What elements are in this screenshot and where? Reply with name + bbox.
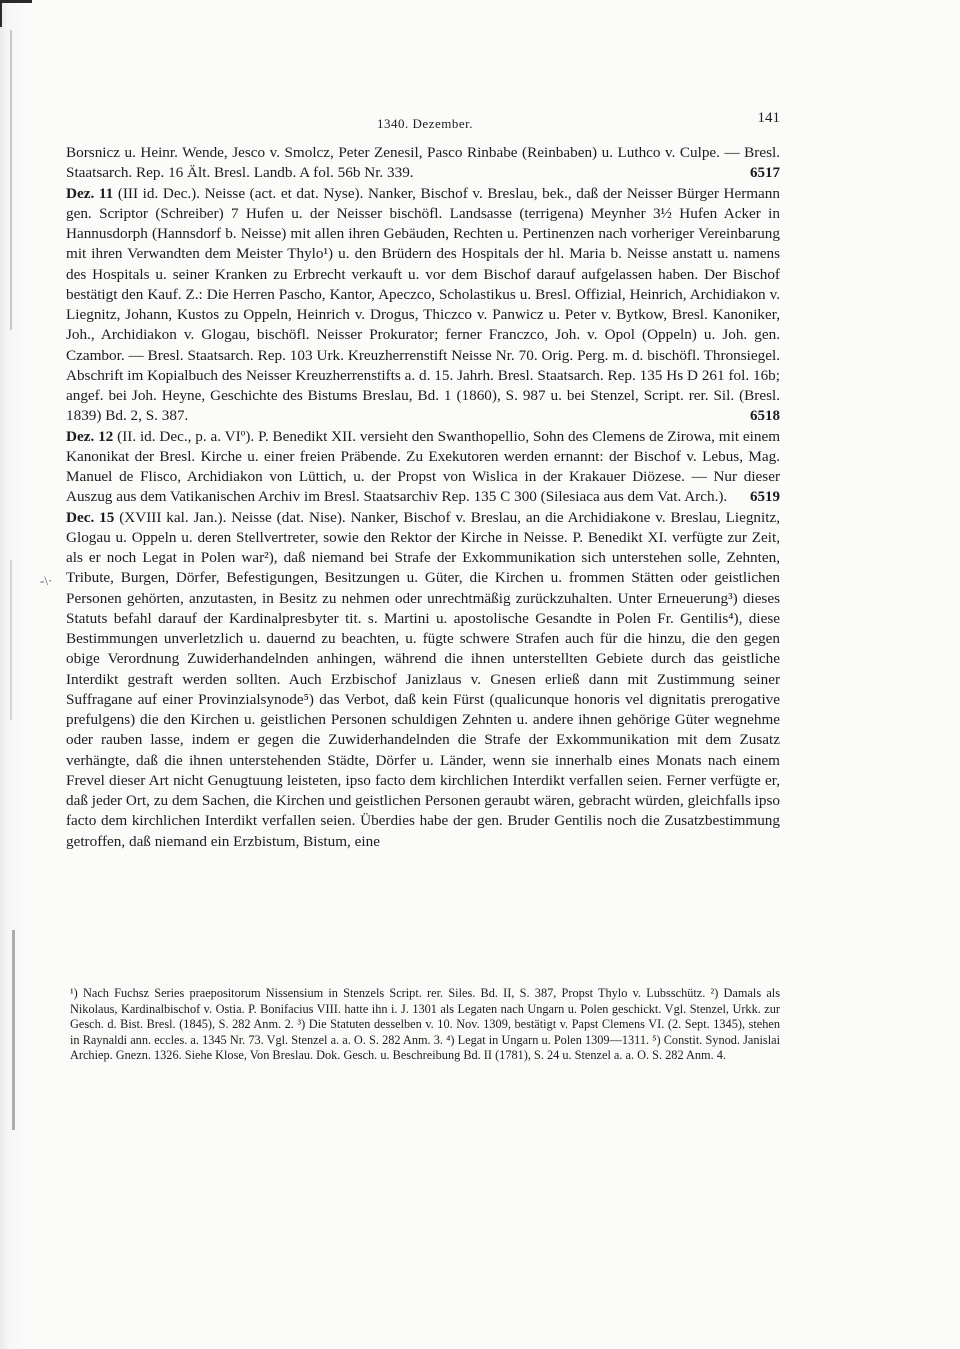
entry-date: Dez. 11	[66, 184, 114, 202]
entry-date: Dec. 15	[66, 508, 115, 526]
entry-dec-15	[66, 508, 780, 852]
entry-text: (III id. Dec.). Neisse (act. et dat. Nyse). Nanker, Bischof v. Breslau, bek., daß der Neisser Bürger Hermann gen. Scriptor (Schreiber) 7 Hufen u. der Neisser bischöfl. Landsasse (terrigena) Meynher 3½ Hufen Acker in Hannusdorph (Hannsdorf b. Neisse) mit allen ihren Gebäuden, Rechten u. Pertinenzen nach vorheriger Vereinbarung mit ihren Verwandten dem Meister Thylo¹) u. den Brüdern des Hospitals der hl. Maria b. Neisse anstatt u. namens des Hospitals u. seiner Kranken zu Erbrecht verkauft u. vor dem Bischof darauf aufgelassen haben. Der Bischof bestätigt den Kauf. Z.: Die Herren Pascho, Kantor, Apeczco, Scholastikus u. Bresl. Offizial, Heinrich, Archidiakon v. Liegnitz, Johann, Kustos zu Oppeln, Heinrich v. Drogus, Thiczco v. Panwicz u. Peter v. Bytkow, Bresl. Kanoniker, Joh., Archidiakon v. Glogau, bischöfl. Neisser Prokurator; ferner Franczco, Joh. v. Opol (Oppeln) u. Joh. gen. Czambor. — Bresl. Staatsarch. Rep. 103 Urk. Kreuzherrenstift Neisse Nr. 70. Orig. Perg. m. d. bischöfl. Thronsiegel. Abschrift im Kopialbuch des Neisser Kreuzherrenstifts a. d. 15. Jahrh. Bresl. Staatsarch. Rep. 135 Hs D 261 fol. 16b; angef. bei Joh. Heyne, Geschichte des Bistums Breslau, Bd. 1 (1860), S. 987 u. bei Stenzel, Script. rer. Sil. (Bresl. 1839) Bd. 2, S. 387.	[66, 184, 780, 425]
document-number: 6517	[750, 165, 780, 182]
scan-artifact-line	[12, 930, 15, 1130]
scan-artifact-line	[10, 560, 12, 720]
entry-date: Dez. 12	[66, 427, 114, 445]
entry-text: (XVIII kal. Jan.). Neisse (dat. Nise). Nanker, Bischof v. Breslau, an die Archidiakone v. Breslau, Liegnitz, Glogau u. Oppeln u. deren Stellvertreter, sowie den Rektor der Kirche in Neisse. P. Benedikt XI. verfügte zur Zeit, als er noch Legat in Polen war²), daß niemand bei Strafe der Exkommunikation sich unterstehen solle, Zehnten, Tribute, Burgen, Dörfer, Befestigungen, Besitzungen u. Güter, die Kirchen u. frommen Stätten oder geistlichen Personen gehörten, anzutasten, in Besitz zu nehmen oder unrechtmäßig zurückzuhalten. Unter Erneuerung³) dieses Statuts befahl darauf der Kardinalpresbyter tit. s. Martini u. apostolische Gesandte in Polen Fr. Gentilis⁴), diese Bestimmungen unverletzlich u. dauernd zu beachten, u. fügte schwere Strafen auch für die hinzu, die den gegen obige Verordnung Zuwiderhandelnden anhingen, während die ihnen unterstellten Gebiete durch das geistliche Interdikt gestraft werden sollten. Auch Erzbischof Janizlaus v. Gnesen erließ dann mit Zustimmung seiner Suffragane auf einer Provinzialsynode⁵) das Verbot, daß kein Fürst (qualicunque honoris vel dignitatis prerogative prefulgens) die den Kirchen u. geistlichen Personen schuldigen Zehnten u. andere ihnen gehörige Güter wegnehme oder rauben lasse, indem er gegen die Zuwiderhandelnden die Strafe der Exkommunikation mit dem Zusatz verhängte, daß die ihnen unterstehenden Städte, Dörfer u. Länder, wenn sie innerhalb eines Monats nach einem Frevel dieser Art nicht Genugtuung leisteten, ipso facto dem kirchlichen Interdikt verfallen seien. Ferner verfügte er, daß jeder Ort, zu dem Sachen, die Kirchen und geistlichen Personen geraubt wären, gebracht würden, gleichfalls ipso facto dem kirchlichen Interdikt verfallen seien. Überdies habe der gen. Bruder Gentilis noch die Zusatzbestimmung getroffen, daß niemand ein Erzbistum, Bistum, eine	[66, 508, 780, 850]
entry-6517	[66, 143, 780, 184]
running-head: 1340. Dezember.	[377, 116, 473, 131]
entry-6518	[66, 184, 780, 427]
entry-text: (II. id. Dec., p. a. VIº). P. Benedikt XII. versieht den Swanthopellio, Sohn des Clemens de Zirowa, mit einem Kanonikat der Bresl. Kirche u. einer freien Präbende. Zu Exekutoren werden ernannt: der Bischof v. Lebus, Mag. Manuel de Flisco, Archidiakon von Lüttich, u. der Propst von Wislica in der Krakauer Diözese. — Nur dieser Auszug aus dem Vatikanischen Archiv im Bresl. Staatsarchiv Rep. 135 C 300 (Silesiaca aus dem Vat. Arch.).	[66, 427, 781, 506]
scan-artifact-line	[10, 30, 12, 330]
footnote-divider	[66, 977, 780, 978]
page-header	[70, 110, 780, 134]
main-text	[66, 143, 780, 852]
scan-corner-mark	[0, 0, 32, 27]
footnote-text: ¹) Nach Fuchsz Series praepositorum Nissensium in Stenzels Script. rer. Siles. Bd. II, S. 387, Propst Thylo v. Lubsschütz. ²) Damals als Nikolaus, Kardinalbischof v. Ostia. P. Bonifacius VIII. hatte ihn i. J. 1301 als Legaten nach Ungarn u. Polen geschickt. Vgl. Stenzel, Urkk. zur Gesch. d. Bist. Bresl. (1845), S. 282 Anm. 2. ³) Die Statuten desselben v. 10. Nov. 1309, bestätigt v. Papst Clemens VI. (2. Sept. 1345), stehen in Raynaldi ann. eccles. a. 1345 Nr. 73. Vgl. Stenzel a. a. O. S. 282 Anm. 3. ⁴) Legat in Ungarn u. Polen 1309—1311. ⁵) Constit. Synod. Janislai Archiep. Gnezn. 1326. Siehe Klose, Von Breslau. Dok. Gesch. u. Beschreibung Bd. II (1781), S. 24 u. Stenzel a. a. O. S. 282 Anm. 4.	[70, 986, 780, 1063]
scan-edge-shadow	[0, 0, 26, 1349]
document-number: 6518	[750, 408, 780, 425]
entry-6519	[66, 427, 780, 508]
margin-mark: -\·	[40, 573, 53, 588]
entry-text: Borsnicz u. Heinr. Wende, Jesco v. Smolcz, Peter Zenesil, Pasco Rinbabe (Reinbaben) u. Luthco v. Culpe. — Bresl. Staatsarch. Rep. 16 Ält. Bresl. Landb. A fol. 56b Nr. 339.	[66, 144, 780, 182]
page-number: 141	[757, 110, 780, 126]
document-number: 6519	[750, 489, 780, 506]
footnotes	[70, 986, 780, 1064]
